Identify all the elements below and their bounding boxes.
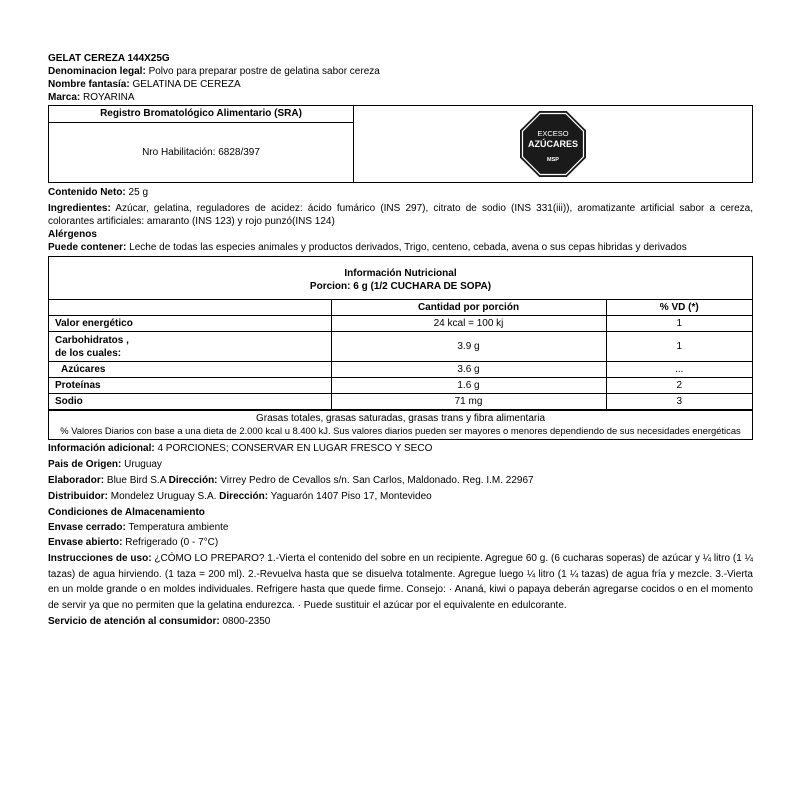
nutrient-vd: 3 bbox=[606, 394, 752, 410]
consumer-service-label: Servicio de atención al consumidor: bbox=[48, 616, 220, 627]
nutrient-amount: 24 kcal = 100 kj bbox=[331, 316, 606, 332]
brand-line bbox=[48, 91, 753, 104]
closed-storage-value: Temperatura ambiente bbox=[125, 522, 229, 533]
product-title: GELAT CEREZA 144X25G bbox=[48, 53, 170, 64]
warning-line2: AZÚCARES bbox=[527, 139, 579, 149]
nutrient-name: Azúcares bbox=[49, 362, 331, 378]
legal-name-line bbox=[48, 65, 753, 78]
fantasy-name-line bbox=[48, 78, 753, 91]
table-row bbox=[49, 394, 752, 410]
distributor-address-value: Yaguarón 1407 Piso 17, Montevideo bbox=[268, 491, 432, 502]
nutrient-amount: 1.6 g bbox=[331, 378, 606, 394]
additional-info-value: 4 PORCIONES; CONSERVAR EN LUGAR FRESCO Y SECO bbox=[154, 443, 433, 454]
maker-label: Elaborador: bbox=[48, 475, 105, 486]
ingredients-paragraph bbox=[48, 202, 753, 228]
net-content-line bbox=[48, 186, 753, 199]
excess-sugar-warning-octagon-icon bbox=[520, 111, 586, 177]
nutrient-name: Proteínas bbox=[49, 378, 331, 394]
nutrient-vd: 1 bbox=[606, 332, 752, 362]
brand-value: ROYARINA bbox=[80, 92, 135, 103]
consumer-service-line bbox=[48, 615, 753, 628]
table-row bbox=[49, 378, 752, 394]
nutrient-name-sub: de los cuales: bbox=[55, 347, 122, 359]
registry-header: Registro Bromatológico Alimentario (SRA) bbox=[49, 106, 353, 123]
fantasy-name-label: Nombre fantasía: bbox=[48, 79, 130, 90]
nutrient-vd: 1 bbox=[606, 316, 752, 332]
legal-name-value: Polvo para preparar postre de gelatina sabor cereza bbox=[145, 66, 380, 77]
instructions-value: ¿CÓMO LO PREPARO? 1.-Vierta el contenido del sobre en un recipiente. Agregue 60 g. (6 cucharas soperas) de azúcar y ¼ litro (1 ¼ tazas) de agua hirviendo. (1 taza = 200 ml). 2.-Revuelva hasta que se disuelva totalmente. Agregue luego ¼ litro (1 ¼ tazas) de agua fría y mezcle. 3.-Vierta en un molde grande o en moldes individuales. Refrigere hasta que quede firme. Consejo: · Ananá, kiwi o papaya deberán agregarse cocidos o en el momento de servir ya que no permiten que la gelatina endurezca. · Puede sustituir el azúcar por el equivalente en edulcorante. bbox=[48, 553, 753, 611]
may-contain-value: Leche de todas las especies animales y productos derivados, Trigo, centeno, cebada, avena o sus cepas hibridas y derivados bbox=[126, 242, 687, 253]
table-row bbox=[49, 332, 752, 362]
nutrition-table bbox=[49, 299, 752, 410]
distributor-line bbox=[48, 490, 753, 503]
additional-info-line bbox=[48, 442, 753, 455]
legal-name-label: Denominacion legal: bbox=[48, 66, 146, 77]
nutrition-header bbox=[49, 257, 752, 299]
origin-line bbox=[48, 458, 753, 471]
additional-info-label: Información adicional: bbox=[48, 443, 155, 454]
nutrient-vd: ... bbox=[606, 362, 752, 378]
instructions-paragraph bbox=[48, 551, 753, 613]
net-content-value: 25 g bbox=[125, 187, 149, 198]
open-storage-label: Envase abierto: bbox=[48, 537, 123, 548]
net-content-label: Contenido Neto: bbox=[48, 187, 126, 198]
ingredients-label: Ingredientes: bbox=[48, 203, 111, 214]
nutrition-header-row bbox=[49, 300, 752, 316]
closed-storage-label: Envase cerrado: bbox=[48, 522, 126, 533]
vd-column-header: % VD (*) bbox=[606, 300, 752, 316]
nutrition-portion: Porcion: 6 g (1/2 CUCHARA DE SOPA) bbox=[309, 281, 492, 292]
nutrient-name: Sodio bbox=[49, 394, 331, 410]
maker-line bbox=[48, 474, 753, 487]
may-contain-label: Puede contener: bbox=[48, 242, 127, 253]
warning-line3: MSP bbox=[547, 157, 559, 163]
nutrient-vd: 2 bbox=[606, 378, 752, 394]
storage-heading: Condiciones de Almacenamiento bbox=[48, 507, 205, 518]
amount-column-header: Cantidad por porción bbox=[331, 300, 606, 316]
consumer-service-value: 0800-2350 bbox=[219, 616, 271, 627]
nutrition-facts-box bbox=[48, 256, 753, 440]
open-storage-value: Refrigerado (0 - 7°C) bbox=[122, 537, 219, 548]
fantasy-name-value: GELATINA DE CEREZA bbox=[129, 79, 241, 90]
distributor-label: Distribuidor: bbox=[48, 491, 108, 502]
nutrient-name: Valor energético bbox=[49, 316, 331, 332]
distributor-value: Mondelez Uruguay S.A. bbox=[108, 491, 220, 502]
nutrition-footer bbox=[49, 410, 752, 439]
registry-cell bbox=[49, 106, 354, 182]
origin-value: Uruguay bbox=[121, 459, 162, 470]
table-row bbox=[49, 316, 752, 332]
nutrition-foot-note1: Grasas totales, grasas saturadas, grasas trans y fibra alimentaria bbox=[255, 413, 546, 424]
origin-label: Pais de Origen: bbox=[48, 459, 122, 470]
table-row bbox=[49, 362, 752, 378]
registry-value-cell bbox=[49, 123, 353, 182]
nutrient-amount: 3.6 g bbox=[331, 362, 606, 378]
nutrition-foot-note2: % Valores Diarios con base a una dieta de 2.000 kcal u 8.400 kJ. Sus valores diarios pueden ser mayores o menores dependiendo de sus necesidades energéticas bbox=[60, 425, 741, 436]
nutrient-name-cell bbox=[49, 332, 331, 362]
ingredients-value: Azúcar, gelatina, reguladores de acidez: ácido fumárico (INS 297), citrato de sodio (INS 331(iii)), aromatizante artificial sabor a cereza, colorantes artificiales: amaranto (INS 123) y rojo punzó(INS 124) bbox=[48, 203, 753, 227]
open-storage-line bbox=[48, 536, 753, 549]
closed-storage-line bbox=[48, 521, 753, 534]
maker-value: Blue Bird S.A bbox=[104, 475, 169, 486]
registry-number: Nro Habilitación: 6828/397 bbox=[142, 147, 260, 158]
nutrient-name: Carbohidratos , bbox=[55, 334, 129, 346]
maker-address-label: Dirección: bbox=[168, 475, 218, 486]
product-sheet bbox=[48, 52, 753, 628]
nutrient-amount: 3.9 g bbox=[331, 332, 606, 362]
brand-label: Marca: bbox=[48, 92, 81, 103]
allergens-heading: Alérgenos bbox=[48, 229, 97, 240]
instructions-label: Instrucciones de uso: bbox=[48, 553, 152, 564]
nutrient-amount: 71 mg bbox=[331, 394, 606, 410]
warning-line1: EXCESO bbox=[537, 129, 569, 138]
header-blank-cell bbox=[49, 300, 331, 316]
may-contain-line bbox=[48, 241, 753, 254]
distributor-address-label: Dirección: bbox=[219, 491, 269, 502]
registry-box bbox=[48, 105, 753, 183]
maker-address-value: Virrey Pedro de Cevallos s/n. San Carlos, Maldonado. Reg. I.M. 22967 bbox=[217, 475, 534, 486]
nutrition-title: Información Nutricional bbox=[344, 268, 457, 279]
warning-cell bbox=[354, 106, 752, 182]
